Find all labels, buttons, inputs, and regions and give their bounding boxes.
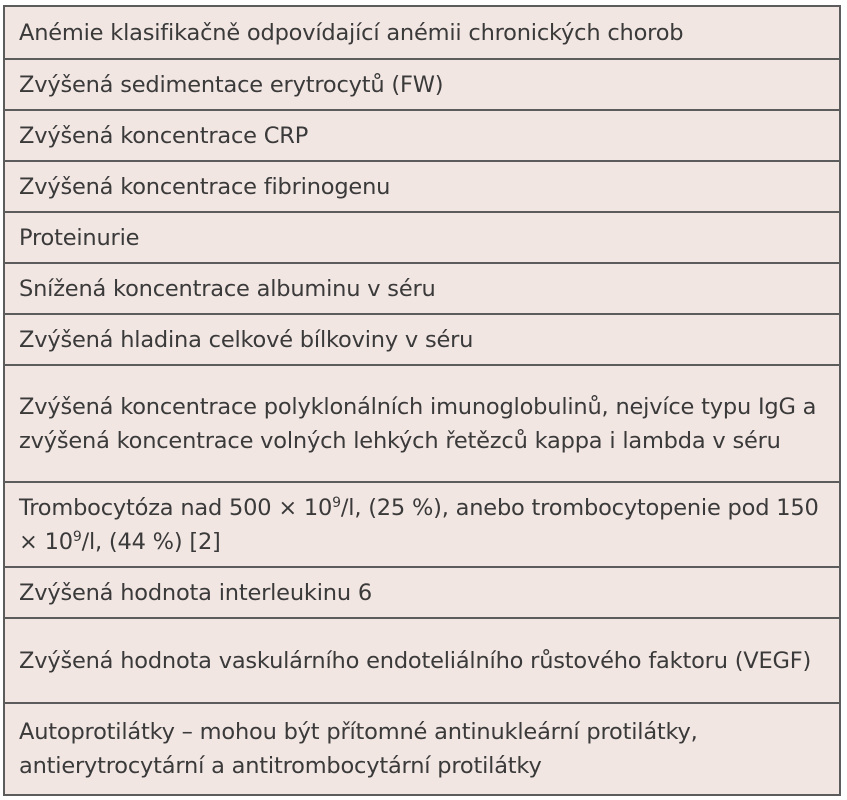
cell-text-part: Trombocytóza nad 500 × 10 [19,494,333,521]
cell-text-part: /l, (25 %), anebo trombocytopenie pod 150 × 10 [19,494,819,555]
table-row [5,482,839,567]
table-cell: Autoprotilátky – mohou být přítomné antinukleární protilátky, antierytrocytární a antitrombocytární protilátky [5,703,839,794]
superscript: 9 [332,494,341,511]
table-cell: Zvýšená hladina celkové bílkoviny v séru [5,314,839,365]
table-row [5,110,839,161]
table-row [5,263,839,314]
table-cell: Anémie klasifikačně odpovídající anémii chronických chorob [19,19,684,46]
table-row [5,703,839,794]
table-row [5,212,839,263]
table-cell [5,482,839,567]
table-row [5,161,839,212]
table-cell: Zvýšená koncentrace CRP [5,110,839,161]
table-row [5,314,839,365]
table-cell: Zvýšená hodnota vaskulárního endoteliálního růstového faktoru (VEGF) [5,618,839,703]
table-cell: Zvýšená sedimentace erytrocytů (FW) [5,59,839,110]
table-row [5,7,839,59]
cell-text-part: /l, (44 %) [2] [81,528,221,555]
table-row [5,59,839,110]
findings-table-container [3,5,841,796]
table-row [5,365,839,482]
table-cell: Zvýšená koncentrace polyklonálních imunoglobulinů, nejvíce typu IgG a zvýšená koncentrace volných lehkých řetězců kappa i lambda v séru [5,365,839,482]
superscript: 9 [72,528,82,545]
table-row [5,618,839,703]
table-cell: Proteinurie [5,212,839,263]
table-cell: Zvýšená koncentrace fibrinogenu [5,161,839,212]
table-row [5,567,839,618]
findings-table [5,7,839,794]
table-cell: Snížená koncentrace albuminu v séru [5,263,839,314]
table-cell: Zvýšená hodnota interleukinu 6 [5,567,839,618]
